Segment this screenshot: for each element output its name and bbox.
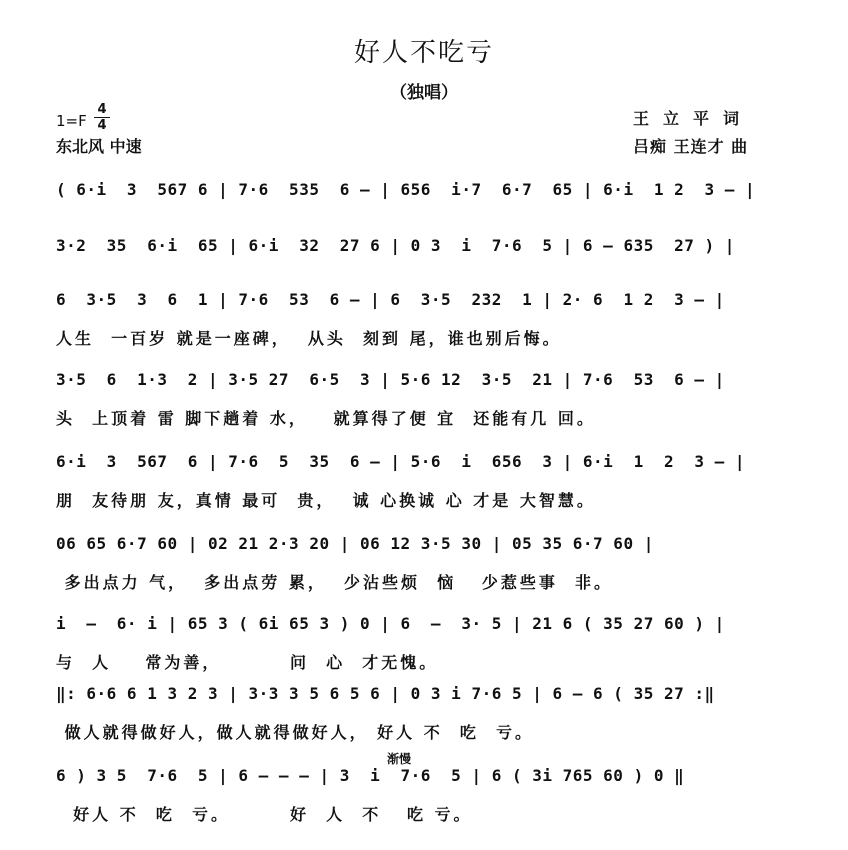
notation-line: i – 6· i | 65 3 ( 6i 65 3 ) 0 | 6 – 3· 5 | 21 6 ( 35 27 60 ) | bbox=[56, 614, 725, 633]
notation-line: 6 ) 3 5 7·6 5 | 6 – – – | 3 i 7·6 5 | 6 ( 3i 765 60 ) 0 ‖ bbox=[56, 766, 685, 785]
key-signature: 1=F bbox=[56, 112, 87, 130]
notation-line: 3·5 6 1·3 2 | 3·5 27 6·5 3 | 5·6 12 3·5 21 | 7·6 53 6 – | bbox=[56, 370, 725, 389]
lyric-line: 做人就得做好人，做人就得做好人， 好人 不 吃 亏。 bbox=[56, 723, 534, 742]
song-title: 好人不吃亏 bbox=[353, 38, 494, 68]
time-bottom: 4 bbox=[97, 118, 107, 133]
lyric-line: 好人 不 吃 亏。 好 人 不 吃 亏。 bbox=[56, 805, 473, 824]
notation-line: ‖: 6·6 6 1 3 2 3 | 3·3 3 5 6 5 6 | 0 3 i 7·6 5 | 6 – 6 ( 35 27 :‖ bbox=[56, 684, 715, 703]
time-top: 4 bbox=[94, 102, 110, 118]
tempo-marking: 渐慢 bbox=[387, 752, 412, 766]
lyric-line: 朋 友待朋 友，真情 最可 贵， 诚 心换诚 心 才是 大智慧。 bbox=[56, 491, 596, 510]
notation-line: ( 6·i 3 567 6 | 7·6 535 6 – | 656 i·7 6·7 65 | 6·i 1 2 3 – | bbox=[56, 180, 756, 199]
time-signature bbox=[94, 102, 110, 133]
lyric-line: 多出点力 气， 多出点劳 累， 少沾些烦 恼 少惹些事 非。 bbox=[56, 573, 613, 592]
notation-line: 6 3·5 3 6 1 | 7·6 53 6 – | 6 3·5 232 1 | 2· 6 1 2 3 – | bbox=[56, 290, 725, 309]
notation-line: 06 65 6·7 60 | 02 21 2·3 20 | 06 12 3·5 30 | 05 35 6·7 60 | bbox=[56, 534, 654, 553]
song-subtitle: （独唱） bbox=[390, 83, 458, 103]
lyric-line: 与 人 常为善， 问 心 才无愧。 bbox=[56, 653, 439, 672]
notation-line: 6·i 3 567 6 | 7·6 5 35 6 – | 5·6 i 656 3 | 6·i 1 2 3 – | bbox=[56, 452, 746, 471]
lyric-line: 头 上顶着 雷 脚下趟着 水， 就算得了便 宜 还能有几 回。 bbox=[56, 409, 596, 428]
notation-line: 3·2 35 6·i 65 | 6·i 32 27 6 | 0 3 i 7·6 5 | 6 – 635 27 ) | bbox=[56, 236, 735, 255]
lyric-line: 人生 一百岁 就是一座碑， 从头 刻到 尾，谁也别后悔。 bbox=[56, 329, 562, 348]
style-tempo: 东北风 中速 bbox=[56, 137, 142, 156]
composer-credit: 吕痴 王连才 曲 bbox=[633, 137, 749, 156]
lyricist-credit: 王立平词 bbox=[633, 109, 754, 128]
